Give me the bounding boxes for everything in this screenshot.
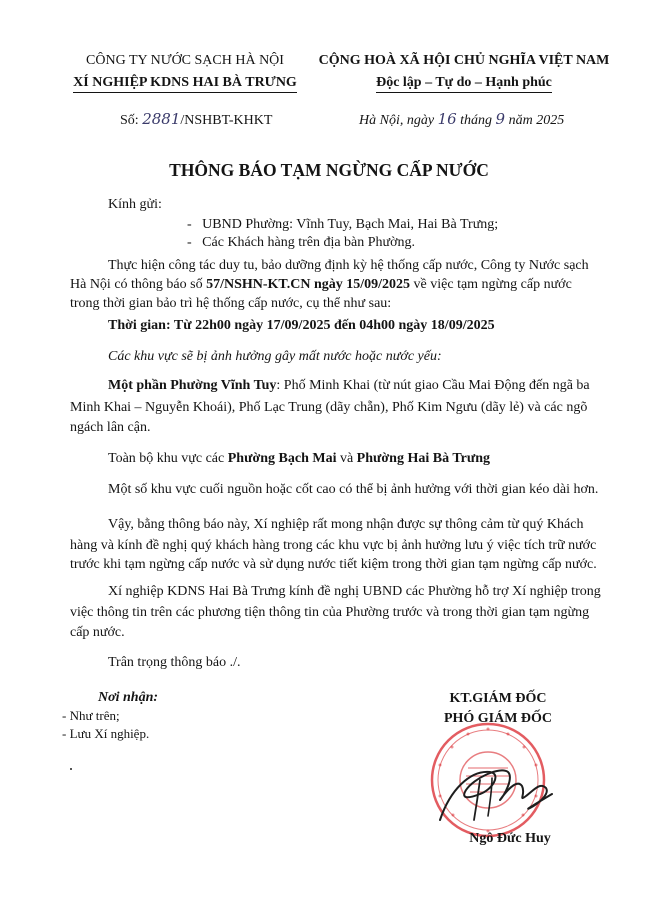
- date-day: 16: [437, 110, 457, 128]
- note-line: Một số khu vực cuối nguồn hoặc cốt cao có thể bị ảnh hưởng với thời gian kéo dài hơn.: [108, 482, 599, 497]
- recipient-text: Các Khách hàng trên địa bàn Phường.: [202, 235, 416, 250]
- area-1-line-2: Minh Khai – Nguyễn Khoái), Phố Lạc Trung (dãy chẵn), Phố Kim Ngưu (dãy lẻ) và các ngõ: [70, 400, 588, 415]
- recipients-label: Kính gửi:: [108, 197, 162, 212]
- footer-recipient: - Như trên;: [62, 708, 120, 723]
- affected-intro: Các khu vực sẽ bị ảnh hưởng gây mất nước hoặc nước yếu:: [108, 349, 442, 364]
- number-suffix: /NSHBT-KHKT: [180, 113, 273, 128]
- republic-block: [318, 52, 610, 93]
- motto: Độc lập – Tự do – Hạnh phúc: [376, 74, 552, 93]
- request-line-3: trước khi tạm ngừng cấp nước và sử dụng nước tiết kiệm trong thời gian tạm ngừng cấp nước.: [70, 557, 597, 572]
- area-2-ward: Phường Bạch Mai: [227, 451, 337, 466]
- date-month: 9: [495, 110, 506, 128]
- area-2: [108, 451, 490, 467]
- intro-text: về việc tạm ngừng cấp nước: [413, 277, 572, 292]
- recipient-text: UBND Phường: Vĩnh Tuy, Bạch Mai, Hai Bà Trưng;: [202, 217, 499, 232]
- signer-name: Ngô Đức Huy: [469, 831, 551, 846]
- recipient-item: - Các Khách hàng trên địa bàn Phường.: [187, 235, 416, 250]
- area-1-line-3: ngách lân cận.: [70, 420, 151, 435]
- footer-recipients-label: Nơi nhận:: [98, 690, 159, 705]
- intro-text: Hà Nội có thông báo số: [70, 277, 203, 292]
- date-place: Hà Nội, ngày: [359, 113, 435, 128]
- outage-time: Thời gian: Từ 22h00 ngày 17/09/2025 đến 04h00 ngày 18/09/2025: [108, 318, 495, 333]
- area-2-text: và: [339, 451, 354, 466]
- number-handwritten: 2881: [142, 110, 181, 128]
- support-line-3: cấp nước.: [70, 625, 125, 640]
- speck: [70, 768, 72, 770]
- support-line-1: Xí nghiệp KDNS Hai Bà Trưng kính đề nghị UBND các Phường hỗ trợ Xí nghiệp trong: [108, 584, 601, 599]
- intro-line-2: [70, 277, 572, 293]
- request-line-2: hàng và kính đề nghị quý khách hàng trong các khu vực bị ảnh hưởng lưu ý việc tích trữ nước: [70, 538, 597, 553]
- document-date: [359, 110, 564, 129]
- area-2-text: Toàn bộ khu vực các: [108, 451, 225, 466]
- date-year: năm 2025: [508, 113, 565, 128]
- number-prefix: Số:: [120, 113, 139, 128]
- sign-title-2: PHÓ GIÁM ĐỐC: [443, 711, 553, 726]
- org-parent: CÔNG TY NƯỚC SẠCH HÀ NỘI: [86, 53, 284, 68]
- document-number: [120, 110, 272, 129]
- republic-name: CỘNG HOÀ XÃ HỘI CHỦ NGHĨA VIỆT NAM: [318, 53, 610, 68]
- sign-title-1: KT.GIÁM ĐỐC: [449, 691, 547, 706]
- area-1-name: Một phần Phường Vĩnh Tuy: [108, 378, 277, 393]
- handwritten-signature: [430, 750, 560, 830]
- area-2-ward: Phường Hai Bà Trưng: [356, 451, 491, 466]
- support-line-2: việc thông tin trên các phương tiện thông tin của Phường trước và trong thời gian tạm ngừng: [70, 605, 590, 620]
- footer-recipient: - Lưu Xí nghiệp.: [62, 726, 150, 741]
- recipient-item: - UBND Phường: Vĩnh Tuy, Bạch Mai, Hai Bà Trưng;: [187, 217, 499, 232]
- org-unit: XÍ NGHIỆP KDNS HAI BÀ TRƯNG: [73, 74, 297, 93]
- intro-line-3: trong thời gian bảo trì hệ thống cấp nước, cụ thể như sau:: [70, 296, 392, 311]
- intro-reference: 57/NSHN-KT.CN ngày 15/09/2025: [206, 277, 411, 292]
- intro-line-1: Thực hiện công tác duy tu, bảo dưỡng định kỳ hệ thống cấp nước, Công ty Nước sạch: [108, 258, 589, 273]
- document-title: THÔNG BÁO TẠM NGỪNG CẤP NƯỚC: [169, 160, 489, 180]
- closing-line: Trân trọng thông báo ./.: [108, 655, 241, 670]
- area-1-line-1: [108, 378, 590, 394]
- date-month-label: tháng: [460, 113, 493, 128]
- request-line-1: Vậy, bằng thông báo này, Xí nghiệp rất mong nhận được sự thông cảm từ quý Khách: [108, 517, 584, 532]
- area-1-text: : Phố Minh Khai (từ nút giao Cầu Mai Động đến ngã ba: [276, 378, 590, 393]
- org-block: [60, 52, 310, 93]
